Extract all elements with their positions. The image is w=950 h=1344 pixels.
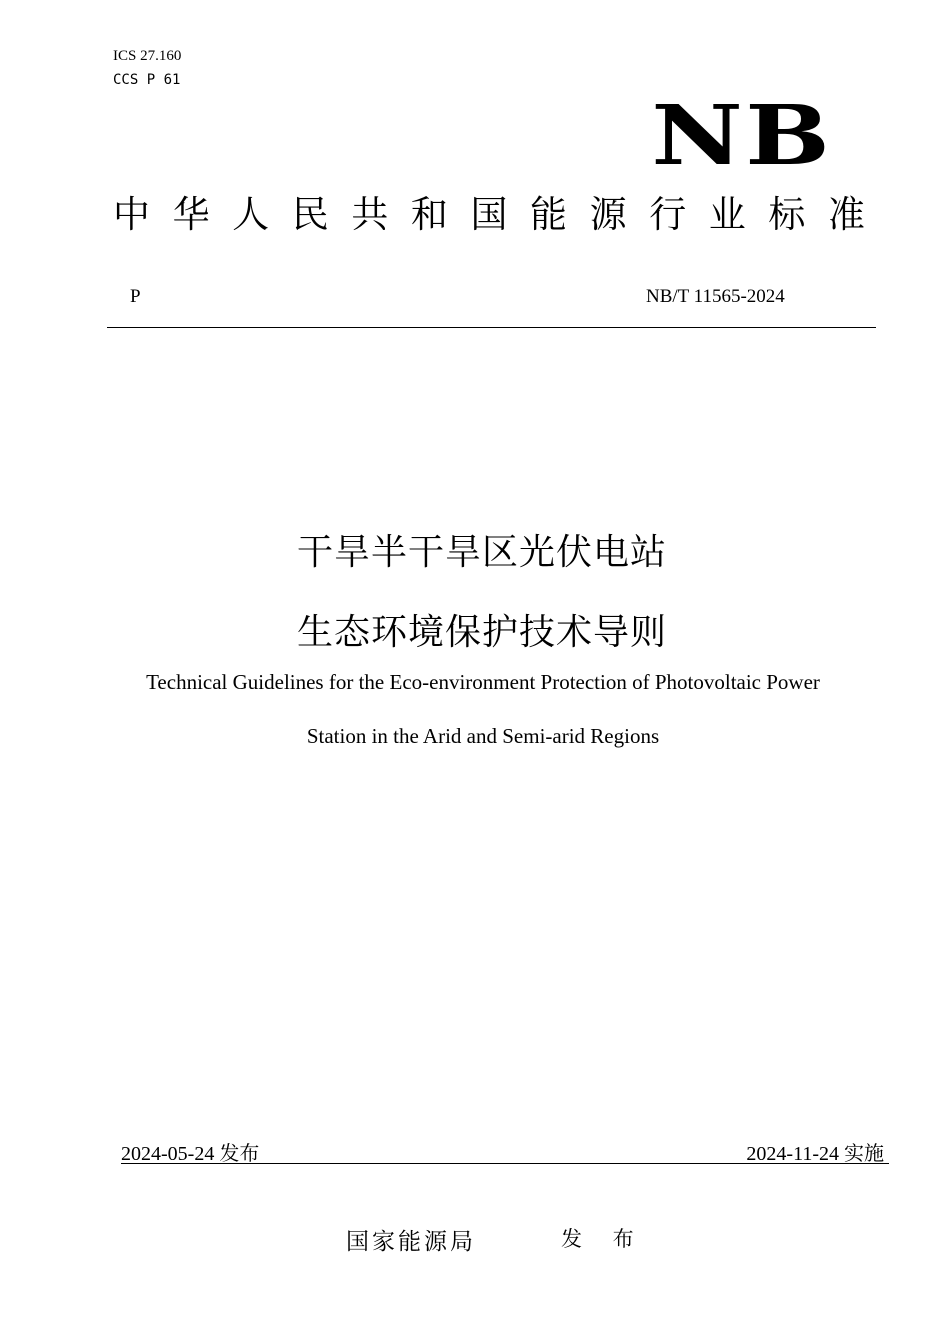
standard-category-title (113, 184, 865, 238)
header-divider (107, 327, 876, 328)
chinese-title-line-2: 生态环境保护技术导则 (296, 612, 667, 653)
nb-logo: NB (651, 88, 832, 184)
category-char: 能 (530, 193, 568, 236)
footer-divider (121, 1163, 889, 1164)
category-char: 标 (768, 193, 806, 236)
english-title-line-1: Technical Guidelines for the Eco-environment Protection of Photovoltaic Power (146, 670, 820, 694)
category-char: 人 (232, 193, 270, 236)
category-char: 共 (351, 193, 389, 236)
implementation-date: 2024-11-24 实施 (746, 1143, 884, 1165)
category-char: 业 (708, 193, 746, 236)
category-char: 和 (410, 193, 448, 236)
english-title-line-2: Station in the Arid and Semi-arid Regions (306, 724, 660, 748)
category-char: 中 (113, 193, 150, 236)
issue-action: 发 布 (561, 1227, 646, 1251)
category-char: 行 (649, 193, 687, 236)
category-char: 华 (172, 193, 210, 236)
category-char: 源 (589, 193, 627, 236)
issue-date: 2024-05-24 发布 (121, 1143, 260, 1165)
category-char: 民 (291, 193, 329, 236)
ccs-code: CCS P 61 (113, 72, 181, 88)
issuing-authority: 国家能源局 (346, 1229, 476, 1255)
category-code: P (130, 286, 141, 307)
standard-number: NB/T 11565-2024 (646, 286, 785, 307)
ics-code: ICS 27.160 (113, 48, 182, 64)
category-char: 国 (470, 193, 508, 236)
category-char: 准 (827, 193, 865, 236)
chinese-title-line-1: 干旱半干旱区光伏电站 (296, 532, 667, 573)
